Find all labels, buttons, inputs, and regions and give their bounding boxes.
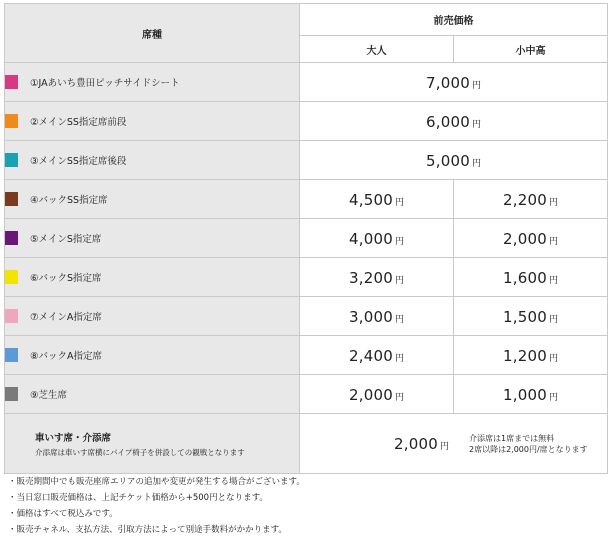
price-value: 2,000 [349, 385, 393, 404]
price-value: 1,600 [503, 268, 547, 287]
note-item: ・価格はすべて税込みです。 [8, 509, 118, 519]
seat-color-swatch [5, 75, 18, 89]
wheelchair-price-cell [300, 414, 608, 474]
seat-row [5, 102, 608, 141]
wheelchair-title: 車いす席・介添席 [35, 432, 112, 444]
seat-row [5, 375, 608, 414]
yen-unit: 円 [394, 197, 404, 208]
presale-price-header: 前売価格 [300, 4, 608, 36]
price-value: 3,000 [349, 307, 393, 326]
seat-cell [5, 297, 300, 336]
price-all-cell [300, 63, 608, 102]
yen-unit: 円 [439, 442, 449, 452]
seat-name: ⑧バックA指定席 [30, 351, 103, 362]
price-value: 1,500 [503, 307, 547, 326]
price-child-cell [454, 297, 608, 336]
price-value: 2,400 [349, 346, 393, 365]
note-item: ・当日窓口販売価格は、上記チケット価格から+500円となります。 [8, 493, 268, 503]
seat-name: ②メインSS指定席前段 [30, 117, 127, 128]
seat-cell [5, 63, 300, 102]
yen-unit: 円 [394, 392, 404, 403]
seat-row [5, 180, 608, 219]
yen-unit: 円 [394, 275, 404, 286]
seat-color-swatch [5, 153, 18, 167]
price-child-cell [454, 336, 608, 375]
price-adult-cell [300, 336, 454, 375]
price-value: 4,500 [349, 190, 393, 209]
yen-unit: 円 [548, 353, 558, 364]
note-item: ・販売チャネル、支払方法、引取方法によって別途手数料がかかります。 [8, 525, 287, 535]
seat-cell [5, 141, 300, 180]
seat-color-swatch [5, 309, 18, 323]
price-adult-cell [300, 258, 454, 297]
yen-unit: 円 [548, 392, 558, 403]
seat-cell [5, 258, 300, 297]
seat-color-swatch [5, 192, 18, 206]
price-value: 5,000 [426, 151, 470, 170]
seat-name: ⑤メインS指定席 [30, 234, 102, 245]
yen-unit: 円 [471, 119, 481, 130]
yen-unit: 円 [548, 236, 558, 247]
seat-name: ⑥バックS指定席 [30, 273, 102, 284]
yen-unit: 円 [394, 353, 404, 364]
price-value: 2,200 [503, 190, 547, 209]
price-adult-cell [300, 375, 454, 414]
yen-unit: 円 [548, 314, 558, 325]
seat-cell [5, 180, 300, 219]
price-value: 1,000 [503, 385, 547, 404]
seat-name: ⑨芝生席 [30, 390, 68, 401]
seat-row [5, 258, 608, 297]
seat-cell [5, 219, 300, 258]
price-adult-cell [300, 219, 454, 258]
yen-unit: 円 [471, 158, 481, 169]
seat-name: ③メインSS指定席後段 [30, 156, 127, 167]
price-adult-cell [300, 180, 454, 219]
price-value: 1,200 [503, 346, 547, 365]
price-all-cell [300, 141, 608, 180]
price-child-cell [454, 258, 608, 297]
seat-cell [5, 375, 300, 414]
price-value: 2,000 [394, 435, 438, 453]
price-value: 2,000 [503, 229, 547, 248]
yen-unit: 円 [548, 197, 558, 208]
wheelchair-row [5, 414, 608, 474]
yen-unit: 円 [394, 314, 404, 325]
yen-unit: 円 [548, 275, 558, 286]
seat-row [5, 336, 608, 375]
wheelchair-note-2: 2席以降は2,000円/席となります [469, 444, 588, 454]
seat-color-swatch [5, 270, 18, 284]
seat-color-swatch [5, 387, 18, 401]
child-header: 小中高 [454, 36, 608, 63]
price-value: 6,000 [426, 112, 470, 131]
adult-header: 大人 [300, 36, 454, 63]
price-all-cell [300, 102, 608, 141]
seat-row [5, 141, 608, 180]
wheelchair-note-1: 介添席は1席までは無料 [469, 433, 555, 443]
wheelchair-description: 介添席は車いす席横にパイプ椅子を併設しての観戦となります [35, 447, 245, 457]
price-child-cell [454, 219, 608, 258]
note-item: ・販売期間中でも販売座席エリアの追加や変更が発生する場合がございます。 [8, 477, 305, 487]
seat-name: ⑦メインA指定席 [30, 312, 102, 323]
seat-color-swatch [5, 114, 18, 128]
price-adult-cell [300, 297, 454, 336]
seat-color-swatch [5, 231, 18, 245]
seat-row [5, 219, 608, 258]
price-table [4, 3, 608, 474]
price-child-cell [454, 180, 608, 219]
seat-row [5, 297, 608, 336]
wheelchair-seat-cell [5, 414, 300, 474]
seat-name: ①JAあいち豊田ピッチサイドシート [30, 78, 180, 89]
seat-row [5, 63, 608, 102]
seat-cell [5, 336, 300, 375]
seat-type-header: 席種 [5, 4, 300, 63]
yen-unit: 円 [471, 80, 481, 91]
notes [8, 474, 305, 538]
price-child-cell [454, 375, 608, 414]
seat-name: ④バックSS指定席 [30, 195, 108, 206]
price-value: 7,000 [426, 73, 470, 92]
price-value: 3,200 [349, 268, 393, 287]
yen-unit: 円 [394, 236, 404, 247]
price-value: 4,000 [349, 229, 393, 248]
seat-color-swatch [5, 348, 18, 362]
seat-cell [5, 102, 300, 141]
